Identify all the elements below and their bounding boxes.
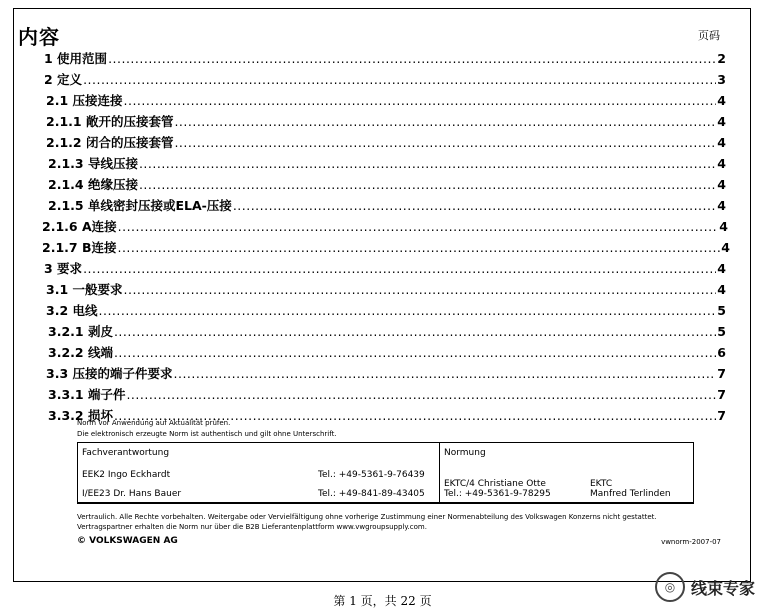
toc-entry[interactable]: 3.2.2 线端 ..... 6 xyxy=(48,343,726,363)
norm-note-line: Norm vor Anwendung auf Aktualität prüfen. xyxy=(77,419,231,427)
toc-entry[interactable]: 3.3 压接的端子件要求 ..... 7 xyxy=(46,364,726,384)
confidential-line: Vertragspartner erhalten die Norm nur über die B2B Lieferantenplattform www.vwgroupsupply.com. xyxy=(77,523,427,531)
responsibility-section xyxy=(78,443,440,502)
responsible-person: I/EE23 Dr. Hans Bauer xyxy=(82,489,182,499)
responsible-phone: Tel.: +49-5361-9-76439 xyxy=(318,470,425,480)
toc-entry[interactable]: 2.1.3 导线压接 ..... 4 xyxy=(48,154,726,174)
toc-entry[interactable]: 3.2.1 剥皮 ..... 5 xyxy=(48,322,726,342)
toc-entry[interactable]: 3 要求 ..... 4 xyxy=(44,259,726,279)
normung-section xyxy=(440,443,693,502)
toc-entry[interactable]: 2.1.6 A连接 ..... 4 xyxy=(42,217,728,237)
norm-notes xyxy=(77,418,337,440)
confidential-line: Vertraulich. Alle Rechte vorbehalten. Weitergabe oder Vervielfältigung ohne vorherige Zustimmung einer Normenabteilung des Volkswagen Konzerns nicht gestattet. xyxy=(77,513,657,521)
responsible-person: EEK2 Ingo Eckhardt xyxy=(82,470,171,480)
normung-phone: Tel.: +49-5361-9-78295 xyxy=(444,489,551,499)
toc-title: 内容 xyxy=(18,25,60,49)
norm-note-line: Die elektronisch erzeugte Norm ist authentisch und gilt ohne Unterschrift. xyxy=(77,430,337,438)
page-footer: 第 1 页，共 22 页 xyxy=(333,594,432,608)
responsibility-header: Fachverantwortung xyxy=(82,448,170,458)
version-label: vwnorm-2007-07 xyxy=(661,538,721,546)
toc-entry[interactable]: 2.1.2 闭合的压接套管 ..... 4 xyxy=(46,133,726,153)
toc-entry[interactable]: 1 使用范围 ..... 2 xyxy=(44,49,726,69)
watermark-text: 线束专家 xyxy=(690,578,755,598)
toc-entry[interactable]: 2.1.1 敞开的压接套管 ..... 4 xyxy=(46,112,726,132)
watermark xyxy=(655,572,755,602)
normung-dept: EKTC/4 Christiane Otte xyxy=(444,479,546,489)
toc-entry[interactable]: 2.1.4 绝缘压接 ..... 4 xyxy=(48,175,726,195)
responsibility-box xyxy=(77,442,694,504)
copyright: © VOLKSWAGEN AG xyxy=(77,536,178,546)
normung-header: Normung xyxy=(444,448,486,458)
toc-entry[interactable]: 3.3.1 端子件 ..... 7 xyxy=(48,385,726,405)
confidential-notice xyxy=(77,512,657,532)
normung-dept2: EKTC xyxy=(590,479,613,489)
toc-entry[interactable]: 2.1.5 单线密封压接或ELA-压接 ..... 4 xyxy=(48,196,726,216)
page-column-header: 页码 xyxy=(698,29,720,42)
responsible-phone: Tel.: +49-841-89-43405 xyxy=(318,489,425,499)
normung-person2: Manfred Terlinden xyxy=(590,489,671,499)
toc-entry[interactable]: 3.3.2 损坏 ..... 7 xyxy=(48,406,726,426)
toc-entry[interactable]: 2 定义 ..... 3 xyxy=(44,70,726,90)
toc-entry[interactable]: 2.1 压接连接 ..... 4 xyxy=(46,91,726,111)
wechat-icon: ◎ xyxy=(655,572,685,602)
toc-entry[interactable]: 3.2 电线 ..... 5 xyxy=(46,301,726,321)
toc-entry[interactable]: 2.1.7 B连接 ..... 4 xyxy=(42,238,730,258)
toc-entry[interactable]: 3.1 一般要求 ..... 4 xyxy=(46,280,726,300)
